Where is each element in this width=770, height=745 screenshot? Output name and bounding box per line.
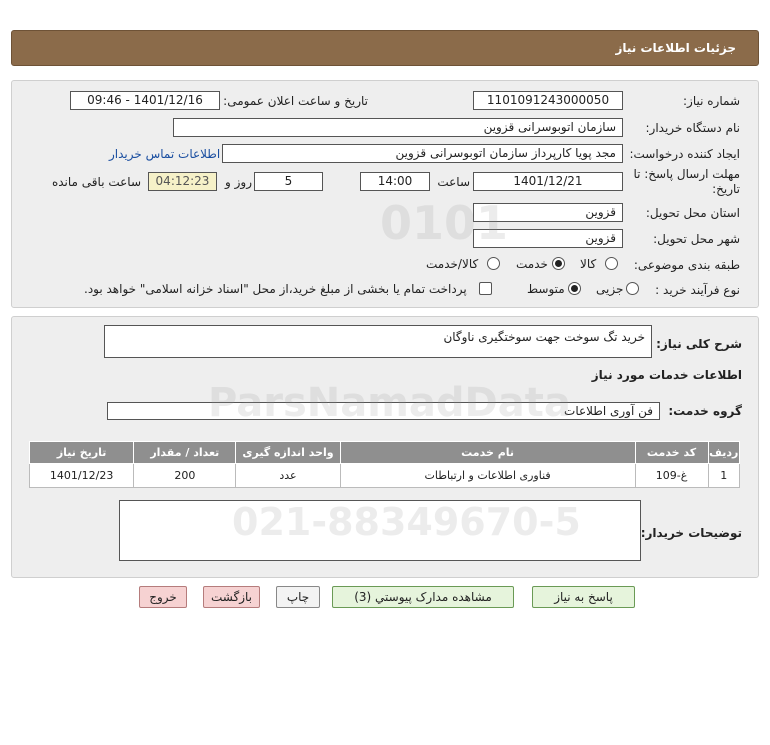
service-group-label: گروه خدمت:: [668, 404, 742, 418]
province-field: قزوین: [473, 203, 623, 222]
announce-datetime-field: 1401/12/16 - 09:46: [70, 91, 220, 110]
need-number-field: 1101091243000050: [473, 91, 623, 110]
remaining-time-field: 04:12:23: [148, 172, 217, 191]
cell-service-name: فناوری اطلاعات و ارتباطات: [340, 464, 635, 488]
print-button[interactable]: چاپ: [276, 586, 320, 608]
table-row: [30, 464, 740, 488]
deadline-label: مهلت ارسال پاسخ: تا: [633, 167, 740, 181]
watermark-brand: ParsNamadData: [208, 380, 571, 426]
page-title: جزئیات اطلاعات نیاز: [615, 41, 736, 55]
summary-label: شرح کلی نیاز:: [656, 337, 742, 351]
cell-row: 1: [708, 464, 739, 488]
page-header: [11, 30, 759, 66]
col-row-header: ردیف: [708, 442, 739, 464]
province-label: استان محل تحویل:: [645, 206, 740, 220]
announce-label: تاریخ و ساعت اعلان عمومی:: [223, 94, 368, 108]
col-quantity-header: تعداد / مقدار: [134, 442, 236, 464]
need-info-panel: [11, 80, 759, 308]
need-number-label: شماره نیاز:: [683, 94, 740, 108]
service-group-field: فن آوری اطلاعات: [107, 402, 660, 420]
category-service-label: خدمت: [516, 257, 548, 271]
category-goods-service-label: کالا/خدمت: [426, 257, 479, 271]
category-label: طبقه بندی موضوعی:: [633, 258, 740, 272]
cell-quantity: 200: [134, 464, 236, 488]
cell-unit: عدد: [236, 464, 340, 488]
city-label: شهر محل تحویل:: [653, 232, 740, 246]
category-goods-label: کالا: [580, 257, 597, 271]
col-unit-header: واحد اندازه گیری: [236, 442, 340, 464]
process-minor-label: جزیی: [596, 282, 624, 296]
watermark-phone: 021-88349670-5: [232, 500, 581, 544]
requester-field: مجد پویا کارپرداز سازمان اتوبوسرانی قزوین: [222, 144, 623, 163]
requester-label: ایجاد کننده درخواست:: [629, 147, 740, 161]
treasury-payment-note: پرداخت تمام یا بخشی از مبلغ خرید،از محل "اسناد خزانه اسلامی" خواهد بود.: [84, 282, 467, 296]
days-remaining-field: 5: [254, 172, 323, 191]
treasury-payment-checkbox[interactable]: [479, 282, 492, 295]
remaining-time-label: ساعت باقی مانده: [51, 175, 141, 189]
deadline-date-field: 1401/12/21: [473, 172, 623, 191]
services-table: [29, 441, 740, 488]
process-medium-radio[interactable]: [568, 282, 581, 295]
col-service-name-header: نام خدمت: [340, 442, 635, 464]
buyer-org-field: سازمان اتوبوسرانی قزوین: [173, 118, 623, 137]
process-minor-radio[interactable]: [626, 282, 639, 295]
process-medium-label: متوسط: [527, 282, 565, 296]
buyer-notes-label: توضیحات خریدار:: [640, 526, 742, 540]
back-button[interactable]: بازگشت: [203, 586, 260, 608]
cell-need-date: 1401/12/23: [30, 464, 134, 488]
buyer-org-label: نام دستگاه خریدار:: [645, 121, 740, 135]
days-label: روز و: [225, 175, 252, 189]
exit-button[interactable]: خروج: [139, 586, 187, 608]
category-goods-service-radio[interactable]: [487, 257, 500, 270]
deadline-time-label: ساعت: [437, 175, 470, 189]
services-heading: اطلاعات خدمات مورد نیاز: [591, 368, 742, 382]
col-code-header: کد خدمت: [635, 442, 708, 464]
category-goods-radio[interactable]: [605, 257, 618, 270]
col-need-date-header: تاریخ نیاز: [30, 442, 134, 464]
summary-field: خرید تگ سوخت جهت سوختگیری ناوگان: [104, 325, 652, 358]
category-service-radio[interactable]: [552, 257, 565, 270]
reply-button[interactable]: پاسخ به نیاز: [532, 586, 635, 608]
process-type-label: نوع فرآیند خرید :: [655, 283, 740, 297]
deadline-time-field: 14:00: [360, 172, 430, 191]
deadline-date-label: تاریخ:: [712, 182, 740, 196]
buyer-contact-link[interactable]: اطلاعات تماس خریدار: [109, 147, 221, 161]
city-field: قزوین: [473, 229, 623, 248]
view-attachments-button[interactable]: مشاهده مدارک پیوستي (3): [332, 586, 514, 608]
watermark-digits-top: 0101: [380, 196, 509, 250]
cell-code: غ-109: [635, 464, 708, 488]
